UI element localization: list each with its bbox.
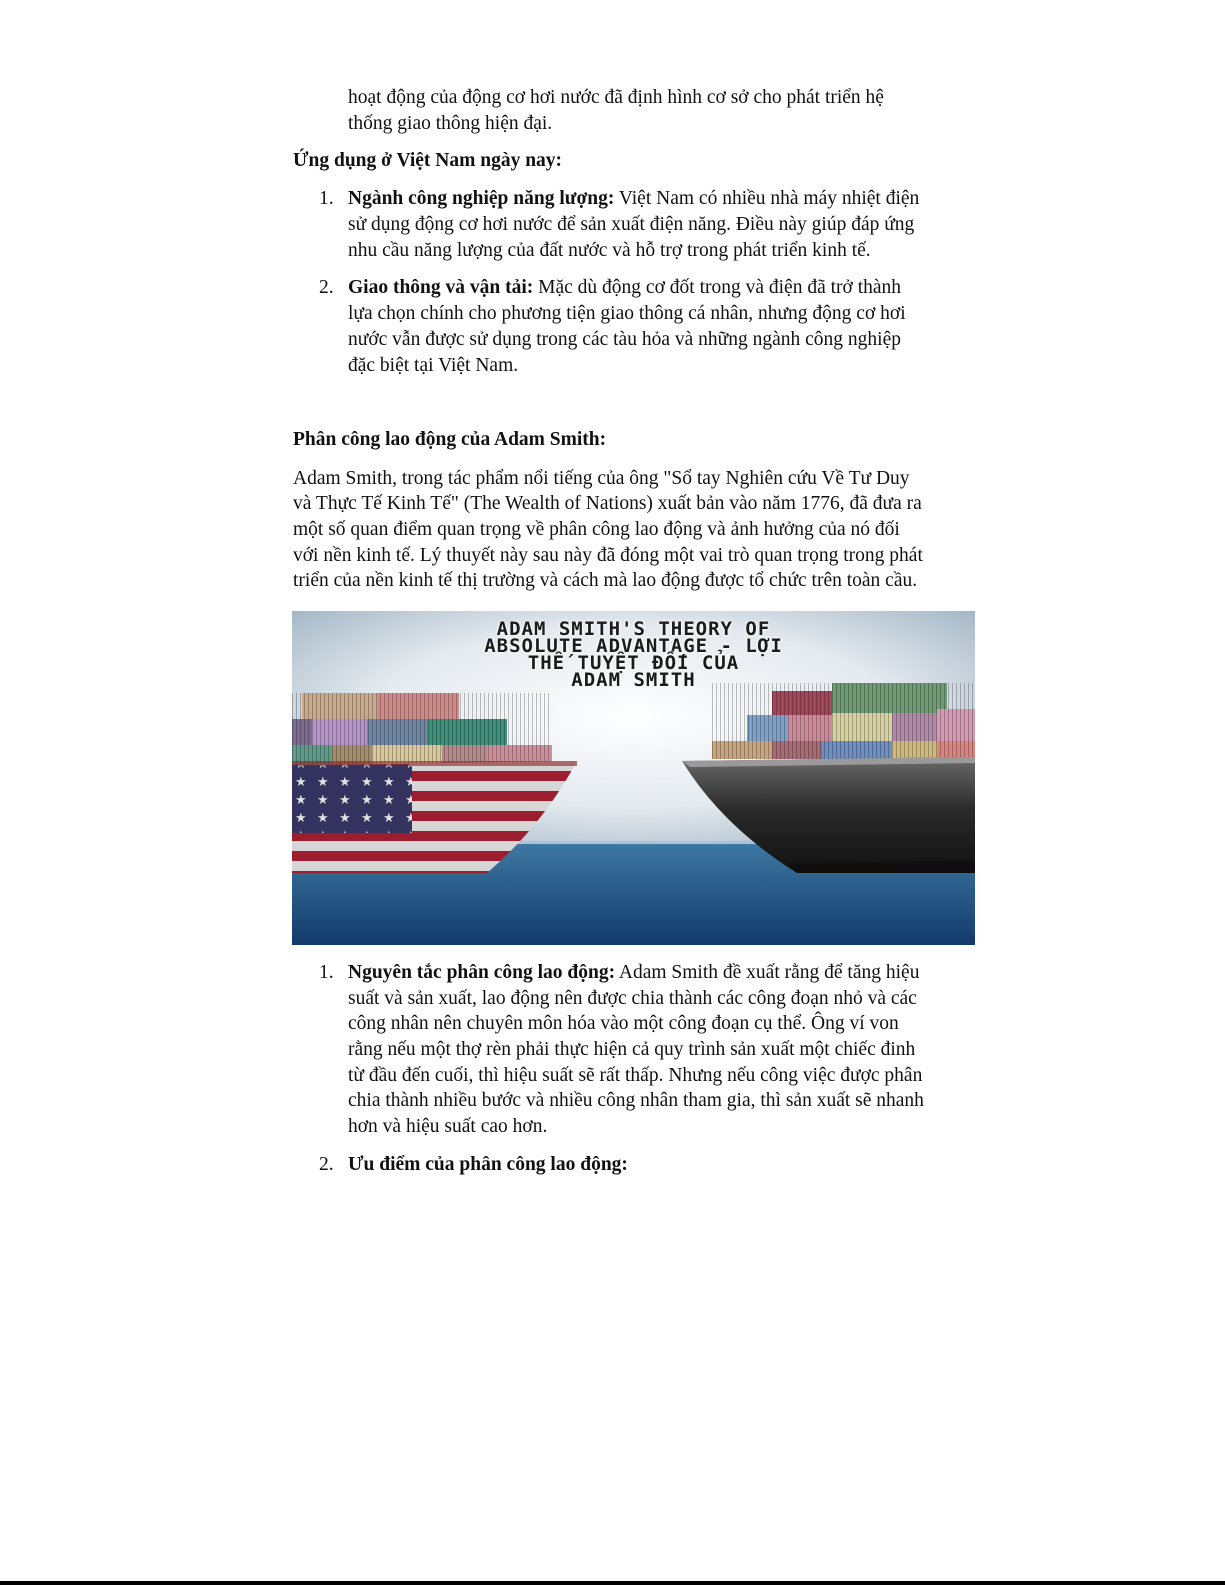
- list-item: [348, 960, 978, 986]
- caption-line: ADAM SMITH'S THEORY OF: [496, 618, 771, 640]
- list-item-line: nhu cầu năng lượng của đất nước và hỗ trợ trong phát triển kinh tế.: [348, 240, 871, 261]
- list-item: [348, 186, 978, 212]
- list-item-line: công nhân nên chuyên môn hóa vào một công đoạn cụ thể. Ông ví von: [348, 1013, 899, 1034]
- list-item-line: nước vẫn được sử dụng trong các tàu hỏa và những ngành công nghiệp: [348, 329, 901, 350]
- list-item-line: lựa chọn chính cho phương tiện giao thông cá nhân, nhưng động cơ hơi: [348, 303, 906, 324]
- paragraph-line: triển của nền kinh tế thị trường và cách mà lao động được tổ chức trên toàn cầu.: [293, 570, 918, 591]
- list-item-line: hơn và hiệu suất cao hơn.: [348, 1116, 548, 1137]
- section-heading-text: Ứng dụng ở Việt Nam ngày nay:: [293, 150, 563, 171]
- caption-line: ABSOLUTE ADVANTAGE - LỢI: [484, 635, 783, 657]
- left-containers: [292, 693, 552, 765]
- list-item-title: Ngành công nghiệp năng lượng:: [348, 188, 615, 209]
- list-item-title: Ưu điểm của phân công lao động:: [348, 1154, 628, 1175]
- right-containers: [712, 683, 975, 759]
- list-item-text: Adam Smith đề xuất rằng để tăng hiệu: [615, 962, 920, 983]
- section-heading-text: Phân công lao động của Adam Smith:: [293, 429, 607, 450]
- list-item-line: rằng nếu một thợ rèn phải thực hiện cả quy trình sản xuất một chiếc đinh: [348, 1039, 916, 1060]
- list-item-text: Mặc dù động cơ đốt trong và điện đã trở thành: [533, 277, 902, 298]
- caption-line: THẾ TUYỆT ĐỐI CỦA: [527, 652, 740, 674]
- paragraph-line: và Thực Tế Kinh Tế" (The Wealth of Nations) xuất bản vào năm 1776, đã đưa ra: [293, 493, 922, 514]
- list-item: [348, 1152, 978, 1178]
- list-item-title: Giao thông và vận tải:: [348, 277, 534, 298]
- list-number: 1.: [319, 962, 334, 983]
- list-item-line: từ đầu đến cuối, thì hiệu suất sẽ rất thấp. Nhưng nếu công việc được phân: [348, 1065, 923, 1086]
- section-heading: [293, 427, 978, 453]
- caption-line: ADAM SMITH: [571, 669, 696, 691]
- list-item-line: đặc biệt tại Việt Nam.: [348, 355, 519, 376]
- paragraph-line: Adam Smith, trong tác phẩm nổi tiếng của ông "Sổ tay Nghiên cứu Về Tư Duy: [293, 468, 910, 489]
- list-item-line: suất và sản xuất, lao động nên được chia thành các công đoạn nhỏ và các: [348, 988, 917, 1009]
- list-number: 2.: [319, 1154, 334, 1175]
- figure-caption: [292, 618, 975, 691]
- list-item-text: Việt Nam có nhiều nhà máy nhiệt điện: [614, 188, 920, 209]
- list-number: 1.: [319, 188, 334, 209]
- ships-illustration: [292, 611, 975, 945]
- list-item-title: Nguyên tắc phân công lao động:: [348, 962, 616, 983]
- page-bottom-border: [0, 1581, 1225, 1585]
- list-number: 2.: [319, 277, 334, 298]
- list-item-line: sử dụng động cơ hơi nước để sản xuất điện năng. Điều này giúp đáp ứng: [348, 214, 915, 235]
- paragraph-line: với nền kinh tế. Lý thuyết này sau này đã đóng một vai trò quan trọng trong phát: [293, 545, 923, 566]
- paragraph-line: một số quan điểm quan trọng về phân công lao động và ảnh hưởng của nó đối: [293, 519, 900, 540]
- intro-line: thống giao thông hiện đại.: [348, 113, 553, 134]
- section-heading: [293, 148, 978, 174]
- intro-line: hoạt động của động cơ hơi nước đã định hình cơ sở cho phát triển hệ: [348, 87, 884, 108]
- list-item: [348, 275, 978, 301]
- list-item-line: chia thành nhiều bước và nhiều công nhân tham gia, thì sản xuất sẽ nhanh: [348, 1090, 924, 1111]
